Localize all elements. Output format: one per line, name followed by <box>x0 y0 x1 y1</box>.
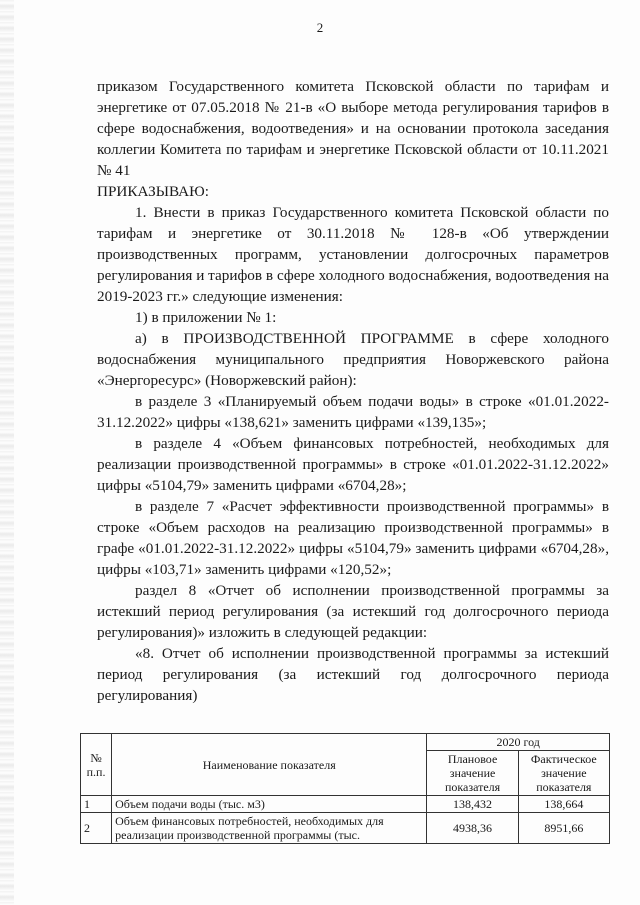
order-heading: ПРИКАЗЫВАЮ: <box>97 183 209 200</box>
row-actual: 138,664 <box>518 796 609 813</box>
paragraph-section-4: в разделе 4 «Объем финансовых потребностей, необходимых для реализации производственной программы» в строке «01.01.2022-31.12.2022» цифры «5104,79» заменить цифрами «6704,28»; <box>97 435 609 494</box>
row-name: Объем финансовых потребностей, необходимых для реализации производственной программы (тыс. <box>112 813 427 844</box>
row-name: Объем подачи воды (тыс. м3) <box>112 796 427 813</box>
paragraph-section-8: раздел 8 «Отчет об исполнении производственной программы за истекший период регулирования (за истекший год долгосрочного периода регулирования)» изложить в следующей редакции: <box>97 582 609 641</box>
report-table <box>80 733 610 844</box>
body-text <box>97 76 609 706</box>
table-row <box>81 796 610 813</box>
row-planned: 4938,36 <box>427 813 518 844</box>
table-row <box>81 813 610 844</box>
paragraph-basis: приказом Государственного комитета Псковской области по тарифам и энергетике от 07.05.2018 № 21-в «О выборе метода регулирования тарифов в сфере водоснабжения, водоотведения» и на основании протокола заседания коллегии Комитета по тарифам и энергетике Псковской области от 10.11.2021 № 41 <box>97 78 609 179</box>
paragraph-appendix: 1) в приложении № 1: <box>135 309 277 326</box>
row-num: 2 <box>81 813 112 844</box>
header-name: Наименование показателя <box>112 734 427 796</box>
header-num: № п.п. <box>81 734 112 796</box>
paragraph-item-1: 1. Внести в приказ Государственного комитета Псковской области по тарифам и энергетике от 30.11.2018 № 128-в «Об утверждении производственных программ, установлении долгосрочных параметров регулирования и тарифов в сфере холодного водоснабжения, водоотведения на 2019-2023 гг.» следующие изменения: <box>97 204 609 305</box>
row-planned: 138,432 <box>427 796 518 813</box>
header-actual: Фактическое значение показателя <box>518 751 609 796</box>
header-year: 2020 год <box>427 734 610 751</box>
table-header-row <box>81 734 610 751</box>
row-num: 1 <box>81 796 112 813</box>
paragraph-report-title: «8. Отчет об исполнении производственной программы за истекший период регулирования (за истекший год долгосрочного периода регулирования) <box>97 645 609 704</box>
header-planned: Плановое значение показателя <box>427 751 518 796</box>
paragraph-section-7: в разделе 7 «Расчет эффективности производственной программы» в строке «Объем расходов на реализацию производственной программы» в графе «01.01.2022-31.12.2022» цифры «5104,79» заменить цифрами «6704,28», цифры «103,71» заменить цифрами «120,52»; <box>97 498 609 578</box>
paragraph-section-3: в разделе 3 «Планируемый объем подачи воды» в строке «01.01.2022-31.12.2022» цифры «138,621» заменить цифрами «139,135»; <box>97 393 609 431</box>
paragraph-program: а) в ПРОИЗВОДСТВЕННОЙ ПРОГРАММЕ в сфере холодного водоснабжения муниципального предприятия Новоржевского района «Энергоресурс» (Новоржевский район): <box>97 330 609 389</box>
scan-binding-edge <box>0 0 14 905</box>
report-table-wrap <box>80 733 610 844</box>
row-actual: 8951,66 <box>518 813 609 844</box>
page-number: 2 <box>316 20 324 35</box>
